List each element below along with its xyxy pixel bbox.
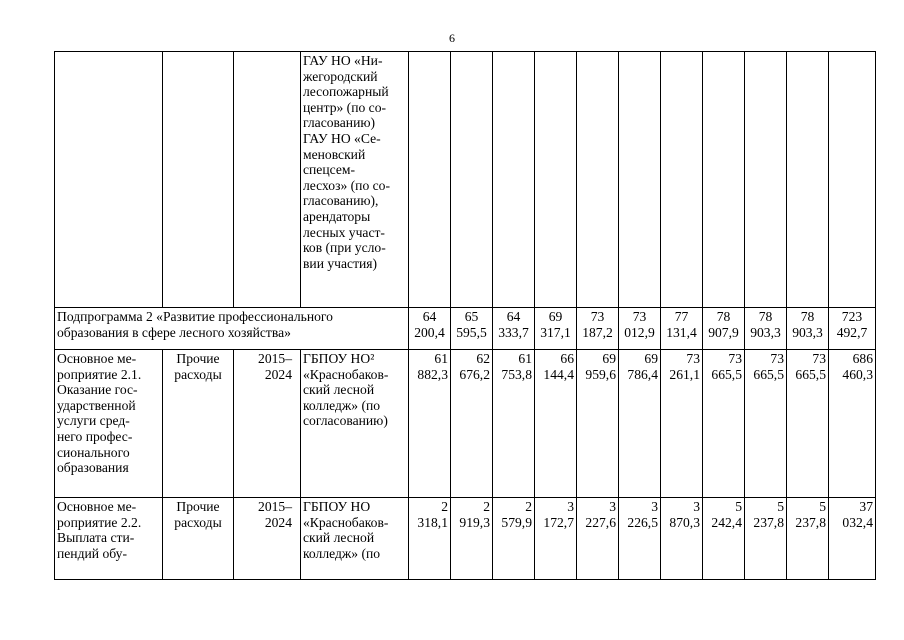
executor-line: гласованию) [303,115,376,131]
cell-text-line: 73 [590,309,605,324]
cell-text-line: согласованию) [303,413,388,429]
cell-value [577,498,619,580]
page-number: 6 [449,31,455,45]
cell-text-line: 73 [770,351,784,366]
cell-name [55,498,163,580]
cell-text-line: 2015– [258,351,292,366]
executor-line: спецсем- [303,162,355,178]
cell-text-line: 2 [525,499,532,514]
cell-text-line: 187,2 [582,324,613,340]
cell-value [619,52,661,308]
cell-text-line: 61 [434,351,448,366]
cell-value [829,308,876,350]
cell-text-line: 5 [819,499,826,514]
cell-text-line: ударственной [57,397,136,413]
cell-text-line: 69 [644,351,658,366]
cell-text-line: «Краснобаков- [303,366,389,382]
cell-period [234,498,301,580]
cell-text-line: 2 [441,499,448,514]
table-row [55,52,876,308]
cell-value [619,498,661,580]
cell-text-line: 2015– [258,499,292,514]
cell-text-line: 753,8 [501,366,532,382]
executor-line: ков (при усло- [303,240,386,256]
cell-text-line: 64 [422,309,437,324]
cell-text-line: 73 [632,309,647,324]
cell-text-line: 665,5 [711,366,742,382]
cell-value [829,350,876,498]
cell-text-line: 907,9 [708,324,739,340]
cell-text-line: пендий обу- [57,545,127,561]
cell-text-line: 903,3 [792,324,823,340]
cell-text-line: Основное ме- [57,499,137,514]
cell-text-line: 73 [728,351,742,366]
cell-text-line: 2024 [264,366,292,382]
cell-value [493,350,535,498]
cell-text-line: Оказание гос- [57,382,138,398]
cell-text-line: 261,1 [669,366,700,382]
cell-text-line: роприятие 2.1. [57,366,142,382]
cell-value [451,498,493,580]
executor-line: лесопожарный [303,84,389,100]
cell-text-line: 492,7 [836,324,868,340]
cell-value [409,350,451,498]
cell-text-line: ГБПОУ НО² [303,351,375,366]
cell-text-line: колледж» (по [303,397,381,413]
cell-text-line: 242,4 [711,514,742,530]
cell-text-line: 032,4 [842,514,873,530]
cell-value [451,350,493,498]
cell-text-line: 66 [560,351,574,366]
cell-text-line: 595,5 [456,324,487,340]
cell-value [829,498,876,580]
cell-value [451,52,493,308]
cell-text-line: расходы [174,366,222,382]
cell-text-line: 3 [567,499,574,514]
cell-text-line: колледж» (по [303,545,381,561]
cell-value [787,308,829,350]
cell-text-line: расходы [174,514,222,530]
cell-text-line: 69 [548,309,563,324]
cell-text-line: 686 [852,351,873,366]
cell-text-line: Выплата сти- [57,530,135,546]
cell-value [745,498,787,580]
cell-value [703,308,745,350]
cell-value [577,350,619,498]
cell-text-line: 78 [758,309,773,324]
executor-line: центр» (по со- [303,99,387,115]
cell-text-line: 64 [506,309,521,324]
program-table [54,51,876,580]
cell-text-line: сионального [57,444,130,460]
cell-value [535,52,577,308]
cell-text-line: 333,7 [498,324,529,340]
cell-text-line: 676,2 [459,366,490,382]
cell-text-line: роприятие 2.2. [57,514,142,530]
cell-text-line: 2024 [264,514,292,530]
cell-text-line: 226,5 [627,514,658,530]
cell-text-line: ГБПОУ НО [303,499,371,514]
cell-text-line: 144,4 [543,366,574,382]
cell-value [493,498,535,580]
cell-text-line: 3 [651,499,658,514]
cell-value [619,308,661,350]
cell-value [703,350,745,498]
cell-text-line: 903,3 [750,324,781,340]
subprogram-title-line: образования в сфере лесного хозяйства» [57,324,291,340]
subprogram-title-line: Подпрограмма 2 «Развитие профессионального [57,309,333,324]
cell-text-line: 317,1 [540,324,571,340]
cell-text-line: 665,5 [753,366,784,382]
cell-text-line: 882,3 [417,366,448,382]
cell-value [535,308,577,350]
cell-value [787,350,829,498]
cell-text-line: 579,9 [501,514,532,530]
executor-line: лесхоз» (по со- [303,177,391,193]
cell-text-line: ский лесной [303,382,375,398]
cell-text-line: 78 [716,309,731,324]
cell-value [577,52,619,308]
cell-text-line: 77 [674,309,689,324]
cell-name [55,52,163,308]
table-row [55,308,876,350]
cell-text-line: 227,6 [585,514,616,530]
cell-value [451,308,493,350]
cell-text-line: 2 [483,499,490,514]
cell-text-line: ский лесной [303,530,375,546]
cell-text-line: 5 [777,499,784,514]
cell-text-line: 5 [735,499,742,514]
cell-text-line: 3 [693,499,700,514]
cell-name [55,350,163,498]
cell-type [163,52,234,308]
cell-text-line: 73 [686,351,700,366]
cell-value [535,350,577,498]
cell-executor [301,498,409,580]
cell-text-line: 237,8 [753,514,784,530]
cell-value [745,308,787,350]
cell-text-line: 78 [800,309,815,324]
cell-text-line: 237,8 [795,514,826,530]
cell-period [234,350,301,498]
cell-value [409,308,451,350]
cell-text-line: 65 [464,309,479,324]
cell-value [577,308,619,350]
cell-text-line: 786,4 [627,366,658,382]
cell-text-line: «Краснобаков- [303,514,389,530]
cell-text-line: 919,3 [459,514,490,530]
cell-text-line: 870,3 [669,514,700,530]
cell-value [661,350,703,498]
executor-line: арендаторы [303,208,371,224]
cell-text-line: Основное ме- [57,351,137,366]
executor-line: ГАУ НО «Ни- [303,53,383,68]
executor-line: вии участия) [303,255,378,271]
cell-value [787,52,829,308]
cell-value [493,52,535,308]
cell-period [234,52,301,308]
cell-text-line: 460,3 [842,366,873,382]
cell-text-line: 37 [859,499,873,514]
cell-value [703,52,745,308]
cell-text-line: образования [57,460,129,476]
table-row [55,498,876,580]
cell-text-line: 723 [841,309,863,324]
cell-text-line: 665,5 [795,366,826,382]
cell-text-line: 73 [812,351,826,366]
cell-text-line: 200,4 [414,324,445,340]
cell-text-line: 61 [518,351,532,366]
table-row [55,350,876,498]
executor-line: жегородский [303,68,378,84]
cell-value [745,350,787,498]
cell-text-line: него профес- [57,428,133,444]
cell-value [745,52,787,308]
cell-value [619,350,661,498]
cell-value [409,52,451,308]
cell-text-line: 62 [476,351,490,366]
executor-line: меновский [303,146,366,162]
cell-text-line: 959,6 [585,366,616,382]
subprogram-title [55,308,409,350]
cell-value [829,52,876,308]
cell-value [703,498,745,580]
cell-value [661,52,703,308]
executor-line: лесных участ- [303,224,385,240]
cell-text-line: 131,4 [666,324,697,340]
executor-line: ГАУ НО «Се- [303,130,381,146]
cell-value [661,498,703,580]
cell-text-line: услуги сред- [57,413,130,429]
cell-text-line: 318,1 [417,514,448,530]
cell-value [661,308,703,350]
cell-text-line: 3 [609,499,616,514]
cell-value [535,498,577,580]
cell-type [163,350,234,498]
cell-type [163,498,234,580]
cell-executor [301,350,409,498]
cell-value [409,498,451,580]
cell-text-line: 172,7 [543,514,574,530]
cell-text-line: Прочие [176,351,220,366]
cell-text-line: Прочие [176,499,220,514]
executor-line: гласованию), [303,193,379,209]
cell-executor [301,52,409,308]
cell-text-line: 012,9 [624,324,655,340]
cell-value [787,498,829,580]
cell-value [493,308,535,350]
cell-text-line: 69 [602,351,616,366]
